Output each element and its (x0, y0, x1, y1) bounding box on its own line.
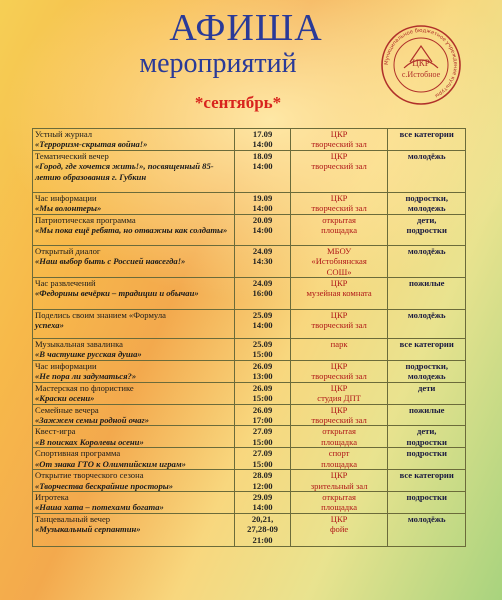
event-audience-line: подростки, (405, 360, 448, 371)
event-audience (388, 129, 466, 151)
event-row (33, 310, 466, 339)
event-row (33, 470, 466, 492)
event-datetime (235, 448, 290, 470)
event-venue (290, 448, 388, 470)
event-description: «В частушке русская душа» (35, 349, 142, 360)
event-datetime-line: 19.09 (252, 193, 273, 203)
event-datetime (235, 193, 290, 215)
event-datetime-line: 26.09 (252, 382, 273, 393)
event-datetime-line: 20.09 (252, 214, 273, 225)
event-title-cell (33, 193, 235, 215)
event-venue-line: площадка (321, 225, 358, 236)
event-row (33, 491, 466, 513)
event-venue-line: ЦКР (330, 193, 348, 203)
event-type: Мастерская по флористике (35, 382, 134, 393)
event-venue-line: творческий зал (311, 139, 367, 150)
event-datetime-line: 16:00 (252, 288, 273, 299)
event-row (33, 193, 466, 215)
svg-text:ЦКР: ЦКР (412, 58, 430, 68)
event-audience-line: все категории (399, 470, 454, 481)
event-audience (388, 310, 466, 339)
event-title-cell (33, 513, 235, 546)
event-audience-line: молодёжь (407, 245, 446, 256)
event-audience-line: подростки (406, 225, 447, 236)
event-venue-line: ЦКР (330, 151, 348, 161)
event-venue-line: творческий зал (311, 415, 367, 426)
event-audience-line: подростки (406, 436, 447, 447)
event-datetime-line: 28.09 (252, 470, 273, 481)
event-row (33, 278, 466, 310)
event-venue-line: ЦКР (330, 470, 348, 481)
event-row (33, 426, 466, 448)
event-venue (290, 470, 388, 492)
event-type: Музыкальная завалинка (35, 339, 123, 350)
event-datetime (235, 278, 290, 310)
event-audience-line: все категории (399, 129, 454, 139)
event-audience (388, 214, 466, 245)
event-type: Игротека (35, 491, 69, 502)
event-venue-line: ЦКР (330, 310, 348, 321)
event-audience (388, 278, 466, 310)
event-type: Семейные вечера (35, 404, 99, 415)
event-datetime-line: 14:00 (252, 225, 273, 236)
event-row (33, 382, 466, 404)
event-venue-line: площадка (321, 458, 358, 469)
event-audience-line: пожилые (408, 278, 445, 289)
event-datetime (235, 426, 290, 448)
event-venue-line: МБОУ (326, 245, 352, 256)
event-title-cell (33, 214, 235, 245)
event-row (33, 360, 466, 382)
event-title-cell (33, 339, 235, 361)
event-datetime-line: 26.09 (252, 360, 273, 371)
event-datetime (235, 404, 290, 426)
event-description: «Краски осени» (35, 393, 95, 404)
event-type: Тематический вечер (35, 151, 109, 161)
event-datetime-line: 13:00 (252, 371, 273, 382)
event-venue-line: студия ДПТ (317, 393, 361, 404)
event-datetime-line: 17.09 (252, 129, 273, 139)
event-audience-line: молодежь (407, 371, 446, 382)
event-venue (290, 404, 388, 426)
event-venue (290, 193, 388, 215)
event-venue-line: творческий зал (311, 320, 367, 331)
event-venue-line: спорт (328, 448, 350, 459)
event-venue-line: площадка (321, 436, 358, 447)
event-type: Квест-игра (35, 426, 76, 437)
month-label: *сентябрь* (194, 93, 282, 112)
event-venue (290, 339, 388, 361)
event-title-cell (33, 426, 235, 448)
event-audience (388, 491, 466, 513)
event-row (33, 129, 466, 151)
event-description: «Город, где хочется жить!», посвященный 85-летию образования г. Губкин (35, 161, 214, 182)
event-audience (388, 404, 466, 426)
event-audience (388, 360, 466, 382)
event-type: Патриотическая программа (35, 214, 136, 225)
event-datetime (235, 360, 290, 382)
event-title-cell (33, 129, 235, 151)
event-row (33, 245, 466, 277)
event-audience (388, 513, 466, 546)
event-title-cell (33, 245, 235, 277)
event-audience-line: подростки (406, 448, 447, 459)
event-datetime-line: 14:30 (252, 256, 273, 267)
event-audience-line: дети, (416, 214, 437, 225)
event-datetime-line: 15:00 (252, 436, 273, 447)
event-venue (290, 491, 388, 513)
event-description: «Мы пока ещё ребята, но отважны как солдаты» (35, 225, 228, 236)
event-datetime-line: 24.09 (252, 278, 273, 289)
event-description: «Наш выбор быть с Россией навсегда!» (35, 256, 186, 267)
event-description: «В поисках Королевы осени» (35, 436, 144, 447)
event-row (33, 513, 466, 546)
event-datetime-line: 17:00 (252, 415, 273, 426)
event-datetime-line: 14:00 (252, 139, 273, 150)
event-description: «Мы волонтеры» (35, 203, 102, 214)
event-description: «Наша хата – потехами богата» (35, 502, 164, 513)
event-datetime (235, 513, 290, 546)
event-datetime-line: 20,21, (251, 513, 274, 524)
event-audience-line: подростки, (405, 193, 448, 203)
event-datetime-line: 26.09 (252, 404, 273, 415)
event-venue (290, 129, 388, 151)
event-description: «Музыкальный серпантин» (35, 524, 141, 535)
event-datetime-line: 14:00 (252, 203, 273, 214)
event-audience-line: дети (418, 382, 436, 393)
event-datetime-line: 14:00 (252, 161, 273, 172)
event-datetime-line: 27.09 (252, 426, 273, 437)
svg-text:с.Истобное: с.Истобное (401, 70, 441, 79)
event-datetime-line: 29.09 (252, 491, 273, 502)
event-datetime-line: 18.09 (252, 151, 273, 161)
event-datetime-line: 15:00 (252, 349, 273, 360)
event-venue-line: творческий зал (311, 371, 367, 382)
event-venue-line: площадка (321, 502, 358, 513)
event-description: успеха» (35, 320, 64, 331)
event-row (33, 404, 466, 426)
event-venue (290, 214, 388, 245)
event-datetime-line: 27,28-09 (247, 524, 278, 535)
event-audience (388, 382, 466, 404)
event-title-cell (33, 151, 235, 193)
event-venue (290, 513, 388, 546)
event-datetime (235, 214, 290, 245)
event-type: Устный журнал (35, 129, 93, 139)
event-title-cell (33, 310, 235, 339)
event-venue-line: открытая (322, 491, 357, 502)
event-datetime-line: 25.09 (252, 310, 273, 321)
event-datetime (235, 310, 290, 339)
event-title-cell (33, 360, 235, 382)
event-datetime-line: 14:00 (252, 502, 273, 513)
event-datetime (235, 151, 290, 193)
event-venue (290, 426, 388, 448)
svg-text:Муниципальное бюджетное учрежд: Муниципальное бюджетное учреждение культуры (383, 27, 459, 99)
event-datetime-line: 15:00 (252, 458, 273, 469)
event-type: Поделись своим знанием «Формула (35, 310, 166, 321)
event-description: «Не пора ли задуматься?» (35, 371, 137, 382)
events-table (32, 128, 466, 547)
event-title-cell (33, 278, 235, 310)
event-venue-line: парк (330, 339, 348, 350)
event-datetime (235, 129, 290, 151)
event-datetime (235, 245, 290, 277)
event-venue-line: музейная комната (306, 288, 372, 299)
event-venue-line: ЦКР (330, 404, 348, 415)
event-type: Танцевальный вечер (35, 513, 111, 524)
event-row (33, 151, 466, 193)
event-audience (388, 470, 466, 492)
event-venue (290, 360, 388, 382)
event-audience (388, 151, 466, 193)
event-description: «Зажжем семьи родной очаг» (35, 415, 149, 426)
event-datetime (235, 491, 290, 513)
event-venue-line: ЦКР (330, 278, 348, 289)
event-title-cell (33, 382, 235, 404)
event-audience-line: все категории (399, 339, 454, 350)
event-datetime (235, 339, 290, 361)
event-venue-line: «Истобнянская (311, 256, 367, 267)
event-venue-line: фойе (329, 524, 349, 535)
event-title-cell (33, 470, 235, 492)
event-venue-line: зрительный зал (310, 480, 368, 491)
event-audience-line: молодёжь (407, 513, 446, 524)
event-datetime-line: 24.09 (252, 245, 273, 256)
event-audience-line: пожилые (408, 404, 445, 415)
event-audience-line: молодежь (407, 203, 446, 214)
event-audience (388, 426, 466, 448)
event-venue (290, 310, 388, 339)
event-venue-line: творческий зал (311, 161, 367, 172)
event-datetime (235, 382, 290, 404)
event-description: «Федорины вечёрки – традиции и обычаи» (35, 288, 199, 299)
event-datetime-line: 15:00 (252, 393, 273, 404)
page-title: АФИША (169, 7, 323, 49)
organization-seal-logo (380, 24, 462, 106)
event-venue (290, 151, 388, 193)
event-datetime-line: 14:00 (252, 320, 273, 331)
event-venue-line: ЦКР (330, 360, 348, 371)
event-venue-line: творческий зал (311, 203, 367, 214)
event-venue-line: ЦКР (330, 513, 348, 524)
event-datetime (235, 470, 290, 492)
event-datetime-line: 12:00 (252, 480, 273, 491)
event-venue (290, 278, 388, 310)
event-type: Открытый диалог (35, 245, 101, 256)
event-datetime-line: 25.09 (252, 339, 273, 350)
event-datetime-line: 21:00 (252, 534, 273, 545)
event-audience-line: молодёжь (407, 310, 446, 321)
event-venue-line: ЦКР (330, 129, 348, 139)
event-title-cell (33, 491, 235, 513)
event-audience-line: молодёжь (407, 151, 446, 161)
event-audience-line: дети, (416, 426, 437, 437)
event-row (33, 339, 466, 361)
event-venue-line: ЦКР (330, 382, 348, 393)
event-audience (388, 193, 466, 215)
event-row (33, 214, 466, 245)
event-row (33, 448, 466, 470)
event-title-cell (33, 404, 235, 426)
event-venue-line: открытая (322, 426, 357, 437)
event-venue (290, 382, 388, 404)
event-type: Спортивная программа (35, 448, 121, 459)
event-type: Час развлечений (35, 278, 96, 289)
event-type: Час информации (35, 360, 97, 371)
event-audience (388, 339, 466, 361)
event-venue-line: открытая (322, 214, 357, 225)
event-type: Открытие творческого сезона (35, 470, 144, 481)
page-subtitle: мероприятий (139, 48, 297, 79)
event-datetime-line: 27.09 (252, 448, 273, 459)
event-venue (290, 245, 388, 277)
event-description: «Творчества бескрайние просторы» (35, 480, 174, 491)
event-description: «От знака ГТО к Олимпийским играм» (35, 458, 186, 469)
event-venue-line: СОШ» (326, 266, 352, 277)
event-audience (388, 245, 466, 277)
event-title-cell (33, 448, 235, 470)
event-description: «Терроризм-скрытая война!» (35, 139, 148, 150)
event-audience-line: подростки (406, 491, 447, 502)
event-type: Час информации (35, 193, 97, 203)
event-audience (388, 448, 466, 470)
